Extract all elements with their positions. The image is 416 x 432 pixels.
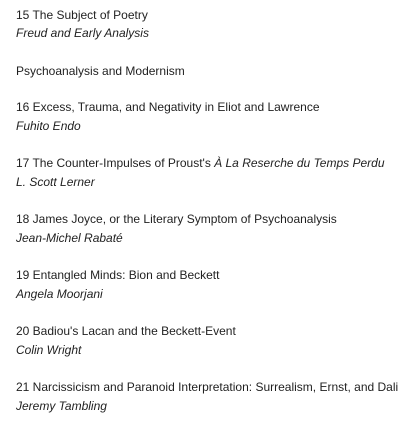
chapter-20-title: 20 Badiou's Lacan and the Beckett-Event — [16, 324, 236, 338]
chapter-17-title — [16, 156, 385, 171]
chapter-16-title: 16 Excess, Trauma, and Negativity in Eliot and Lawrence — [16, 100, 320, 114]
chapter-18-author: Jean-Michel Rabaté — [16, 231, 123, 245]
chapter-15-subtitle: Freud and Early Analysis — [16, 26, 149, 40]
chapter-17-title-prefix: 17 The Counter-Impulses of Proust's — [16, 156, 215, 170]
chapter-21-title: 21 Narcissicism and Paranoid Interpretation: Surrealism, Ernst, and Dali — [16, 380, 399, 394]
chapter-17-title-italic: À La Reserche du Temps Perdu — [214, 156, 385, 170]
chapter-18-title: 18 James Joyce, or the Literary Symptom of Psychoanalysis — [16, 212, 337, 226]
chapter-17-author: L. Scott Lerner — [16, 175, 95, 189]
chapter-15-title: 15 The Subject of Poetry — [16, 8, 148, 22]
chapter-20-author: Colin Wright — [16, 343, 82, 357]
chapter-21-author: Jeremy Tambling — [16, 399, 107, 413]
chapter-19-author: Angela Moorjani — [16, 287, 103, 301]
chapter-16-author: Fuhito Endo — [16, 119, 81, 133]
section-heading: Psychoanalysis and Modernism — [16, 64, 185, 78]
chapter-19-title: 19 Entangled Minds: Bion and Beckett — [16, 268, 220, 282]
